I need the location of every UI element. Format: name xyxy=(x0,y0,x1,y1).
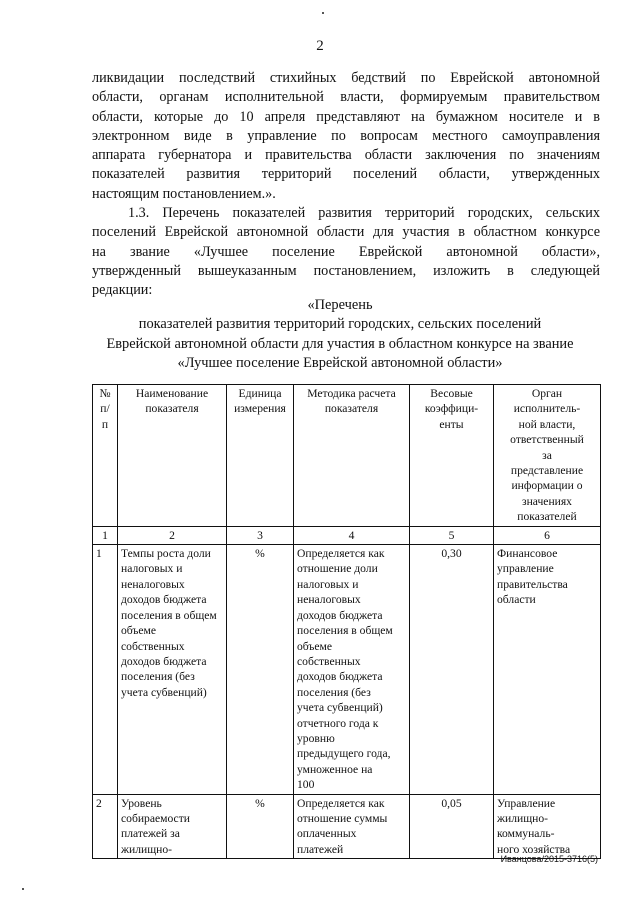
column-number: 4 xyxy=(294,526,410,544)
heading-line: показателей развития территорий городских, сельских поселений xyxy=(138,316,542,333)
header-cell-number: № п/ п xyxy=(93,385,118,527)
row-number: 2 xyxy=(93,794,118,859)
column-number: 2 xyxy=(118,526,227,544)
header-cell-unit: Единица измерения xyxy=(227,385,294,527)
scan-speck xyxy=(322,12,324,14)
text-line: редакции: xyxy=(92,282,153,299)
paragraph-1-3 xyxy=(92,204,600,300)
column-number: 6 xyxy=(494,526,601,544)
table-row xyxy=(93,545,601,795)
text-line: области, которые до 10 апреля представляют на бумажном носителе и в xyxy=(92,108,600,125)
table-row xyxy=(93,794,601,859)
unit-cell: % xyxy=(227,794,294,859)
heading-line: Еврейской автономной области для участия в областном конкурсе на звание xyxy=(106,335,574,352)
text-line: 1.3. Перечень показателей развития территорий городских, сельских xyxy=(128,205,600,221)
text-line: показателей развития территорий поселений области, утвержденных xyxy=(92,166,600,183)
list-heading xyxy=(80,296,600,373)
text-line: утвержденный вышеуказанным постановлением, изложить в следующей xyxy=(92,262,600,279)
indicators-table xyxy=(92,384,601,859)
method-cell: Определяется как отношение доли налоговых и неналоговых доходов бюджета поселения в общем объеме собственных доходов бюджета поселения (без учета субвенций) отчетного года к уровню предыдущего года, умноженное на 100 xyxy=(294,545,410,795)
heading-line: «Перечень xyxy=(307,297,373,313)
text-line: настоящим постановлением.». xyxy=(92,185,276,202)
unit-cell: % xyxy=(227,545,294,795)
header-cell-weight: Весовые коэффици- енты xyxy=(410,385,494,527)
authority-cell: Управление жилищно- коммуналь- ного хозяйства xyxy=(494,794,601,859)
indicator-name: Уровень собираемости платежей за жилищно- xyxy=(118,794,227,859)
text-line: электронном виде в управление по вопросам местного самоуправления xyxy=(92,127,600,144)
row-number: 1 xyxy=(93,545,118,795)
header-cell-name: Наименование показателя xyxy=(118,385,227,527)
header-cell-authority: Орган исполнитель- ной власти, ответственный за представление информации о значениях показателей xyxy=(494,385,601,527)
page-number: 2 xyxy=(316,38,324,54)
text-line: на звание «Лучшее поселение Еврейской автономной области», xyxy=(92,243,600,260)
table-header-row xyxy=(93,385,601,527)
text-line: области, органам исполнительной власти, формируемым правительством xyxy=(92,89,600,106)
column-number: 1 xyxy=(93,526,118,544)
indicator-name: Темпы роста доли налоговых и неналоговых доходов бюджета поселения в общем объеме собственных доходов бюджета поселения (без учета субвенций) xyxy=(118,545,227,795)
column-number: 3 xyxy=(227,526,294,544)
document-reference: Иванцова/2015-3716(5) xyxy=(500,854,598,864)
weight-cell: 0,30 xyxy=(410,545,494,795)
paragraph-continuation xyxy=(92,69,600,204)
text-line: поселений Еврейской автономной области для участия в областном конкурсе xyxy=(92,224,600,241)
text-line: ликвидации последствий стихийных бедствий по Еврейской автономной xyxy=(92,70,600,86)
method-cell: Определяется как отношение суммы оплаченных платежей xyxy=(294,794,410,859)
header-cell-method: Методика расчета показателя xyxy=(294,385,410,527)
column-number-row xyxy=(93,526,601,544)
column-number: 5 xyxy=(410,526,494,544)
authority-cell: Финансовое управление правительства области xyxy=(494,545,601,795)
text-line: аппарата губернатора и правительства области заключения по значениям xyxy=(92,147,600,164)
heading-line: «Лучшее поселение Еврейской автономной области» xyxy=(177,354,503,371)
weight-cell: 0,05 xyxy=(410,794,494,859)
scan-speck xyxy=(22,888,24,890)
